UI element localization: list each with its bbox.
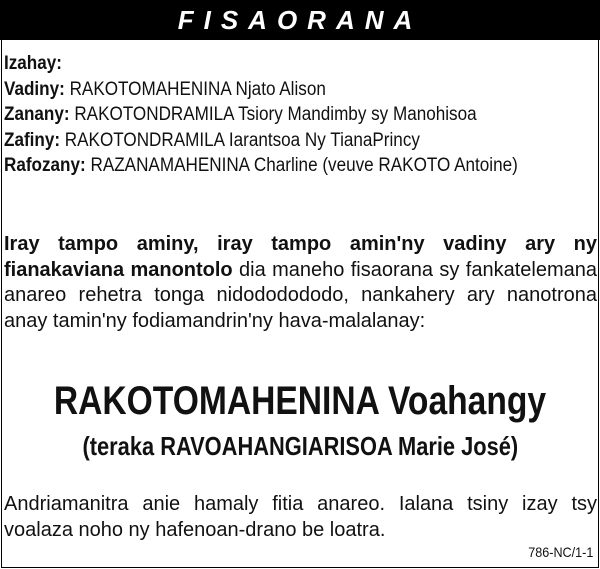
family-label: Rafozany:: [4, 155, 86, 176]
family-row: [4, 102, 537, 128]
deceased-maiden-name: (teraka RAVOAHANGIARISOA Marie José): [82, 431, 518, 461]
deceased-name: RAKOTOMAHENINA Voahangy: [53, 379, 547, 423]
family-label: Izahay:: [4, 53, 62, 74]
family-value: RAKOTOMAHENINA Njato Alison: [69, 78, 326, 100]
family-value: RAZANAMAHENINA Charline (veuve RAKOTO Antoine): [90, 155, 518, 176]
thanks-message-bold: Iray tampo aminy, iray tampo amin'ny vadiny ary ny fianakaviana manontolo: [4, 233, 597, 281]
family-value: RAKOTONDRAMILA Iarantsoa Ny TianaPrincy: [64, 129, 420, 151]
reference-code: 786-NC/1-1: [527, 544, 593, 560]
notice-title: FISAORANA: [177, 4, 423, 35]
family-row: [4, 153, 537, 179]
thanks-message: [4, 232, 597, 334]
family-value: RAKOTONDRAMILA Tsiory Mandimby sy Manohisoa: [74, 104, 477, 125]
family-row: [4, 128, 537, 154]
family-row: [4, 77, 537, 103]
thanks-message-rest: dia maneho fisaorana sy fankatelemana anareo rehetra tonga nidododododo, nankahery ary nanotrona anay tamin'ny fodiamandrin'ny hava-malalanay:: [4, 258, 597, 332]
family-list: [4, 51, 537, 179]
family-label: Zafiny:: [4, 129, 61, 151]
family-row: [4, 51, 537, 77]
family-label: Zanany:: [4, 104, 70, 125]
family-label: Vadiny:: [4, 78, 65, 100]
header-bar: [0, 0, 600, 40]
closing-message: Andriamanitra anie hamaly fitia anareo. Ialana tsiny izay tsy voalaza noho ny hafenoan-drano be loatra.: [4, 493, 597, 541]
